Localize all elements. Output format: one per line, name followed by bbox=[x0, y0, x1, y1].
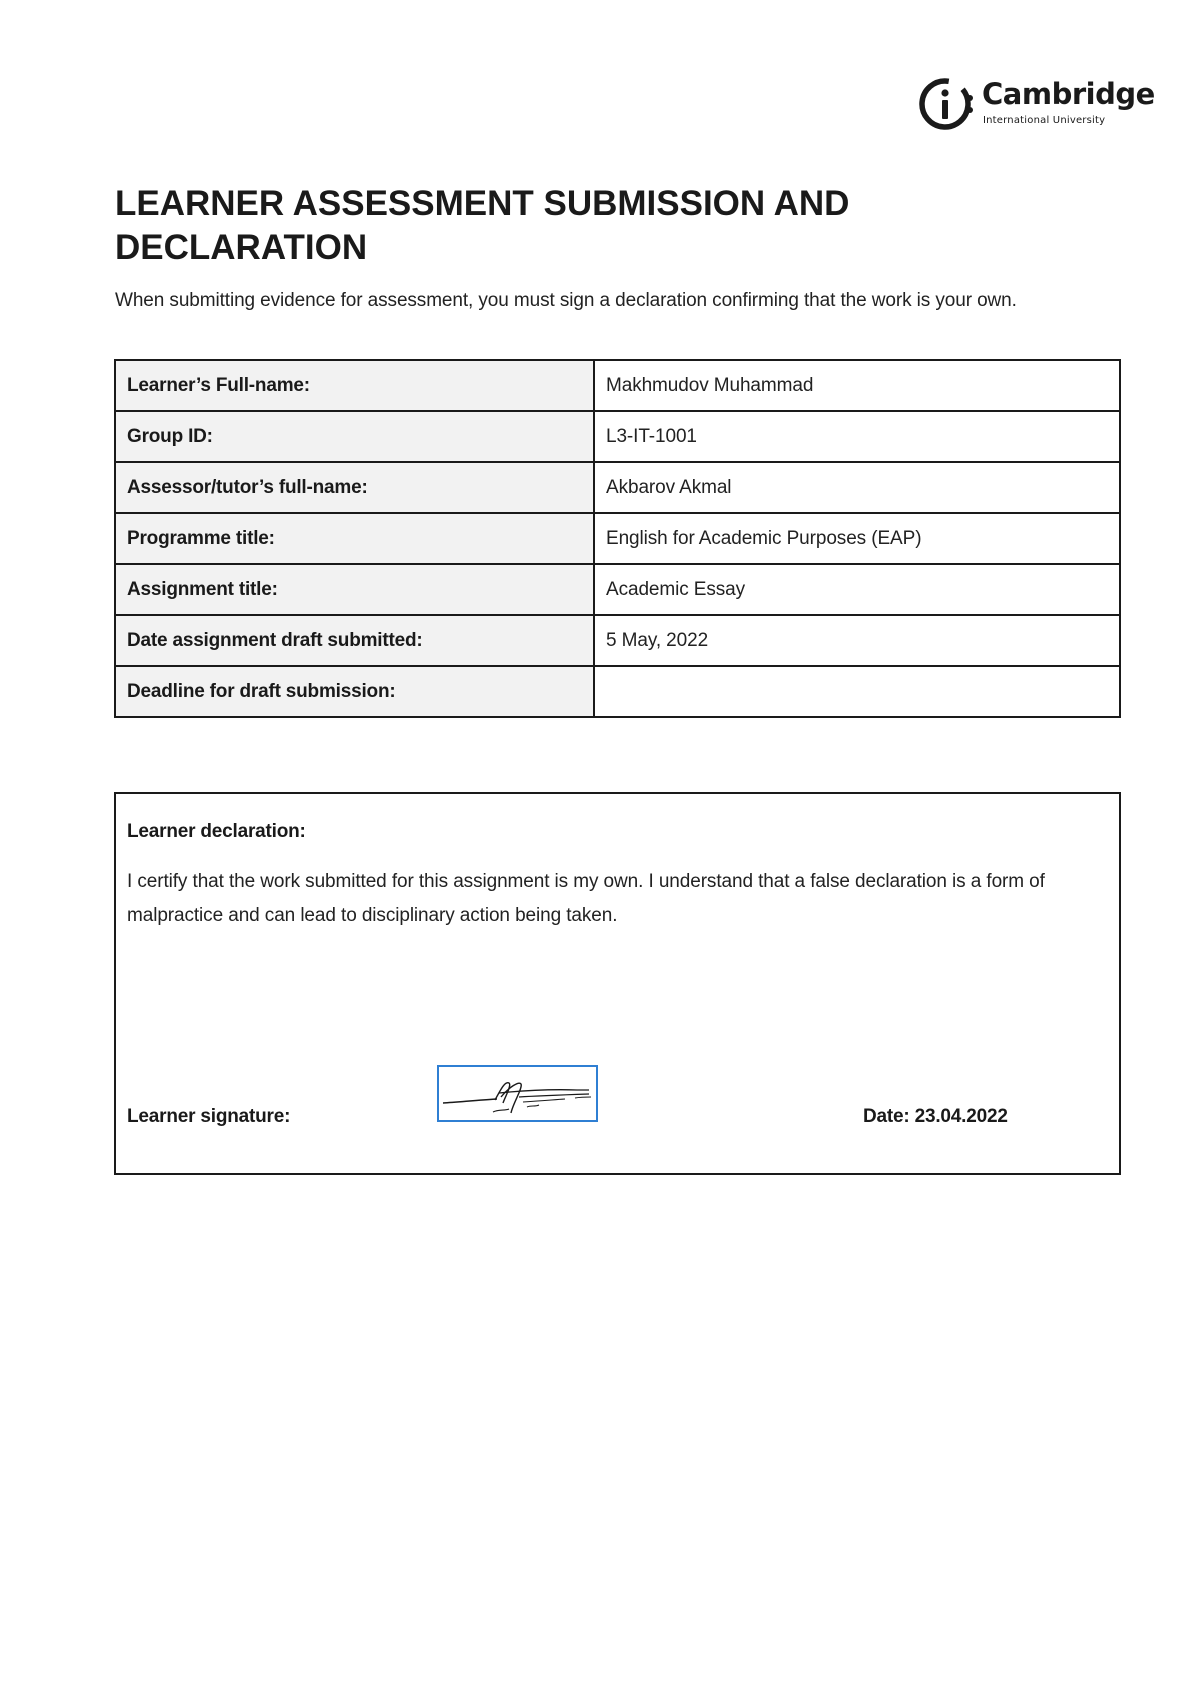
draft-submitted-label: Date assignment draft submitted: bbox=[115, 615, 594, 666]
declaration-heading: Learner declaration: bbox=[127, 821, 306, 842]
page-title: LEARNER ASSESSMENT SUBMISSION AND DECLARATION bbox=[115, 184, 850, 267]
learner-name-label: Learner’s Full-name: bbox=[115, 360, 594, 411]
declaration-box bbox=[114, 792, 1121, 1175]
signature-field[interactable] bbox=[437, 1065, 598, 1122]
table-row-assessor bbox=[115, 462, 1120, 513]
assignment-title-label: Assignment title: bbox=[115, 564, 594, 615]
signature-date: Date: 23.04.2022 bbox=[863, 1106, 1008, 1127]
assessor-name-label: Assessor/tutor’s full-name: bbox=[115, 462, 594, 513]
table-row-programme bbox=[115, 513, 1120, 564]
group-id-label: Group ID: bbox=[115, 411, 594, 462]
table-row-assignment bbox=[115, 564, 1120, 615]
programme-title-value: English for Academic Purposes (EAP) bbox=[594, 513, 1120, 564]
deadline-value bbox=[594, 666, 1120, 717]
deadline-label: Deadline for draft submission: bbox=[115, 666, 594, 717]
learner-name-value: Makhmudov Muhammad bbox=[594, 360, 1120, 411]
table-row-group-id bbox=[115, 411, 1120, 462]
table-row-draft-date bbox=[115, 615, 1120, 666]
handwritten-signature bbox=[439, 1067, 596, 1120]
intro-text: When submitting evidence for assessment, you must sign a declaration confirming that the work is your own. bbox=[115, 290, 1017, 311]
group-id-value: L3-IT-1001 bbox=[594, 411, 1120, 462]
cambridge-logo bbox=[918, 74, 1155, 138]
signature-label: Learner signature: bbox=[127, 1106, 291, 1127]
table-row-deadline bbox=[115, 666, 1120, 717]
cambridge-emblem-icon bbox=[918, 74, 978, 134]
assessor-name-value: Akbarov Akmal bbox=[594, 462, 1120, 513]
logo-wordmark: Cambridge bbox=[982, 77, 1155, 111]
learner-details-table bbox=[114, 359, 1121, 718]
logo-subtitle: International University bbox=[983, 115, 1106, 126]
table-row-learner-name bbox=[115, 360, 1120, 411]
assignment-title-value: Academic Essay bbox=[594, 564, 1120, 615]
draft-submitted-value: 5 May, 2022 bbox=[594, 615, 1120, 666]
declaration-text: I certify that the work submitted for this assignment is my own. I understand that a false declaration is a form of malpractice and can lead to disciplinary action being taken. bbox=[127, 871, 1045, 926]
programme-title-label: Programme title: bbox=[115, 513, 594, 564]
